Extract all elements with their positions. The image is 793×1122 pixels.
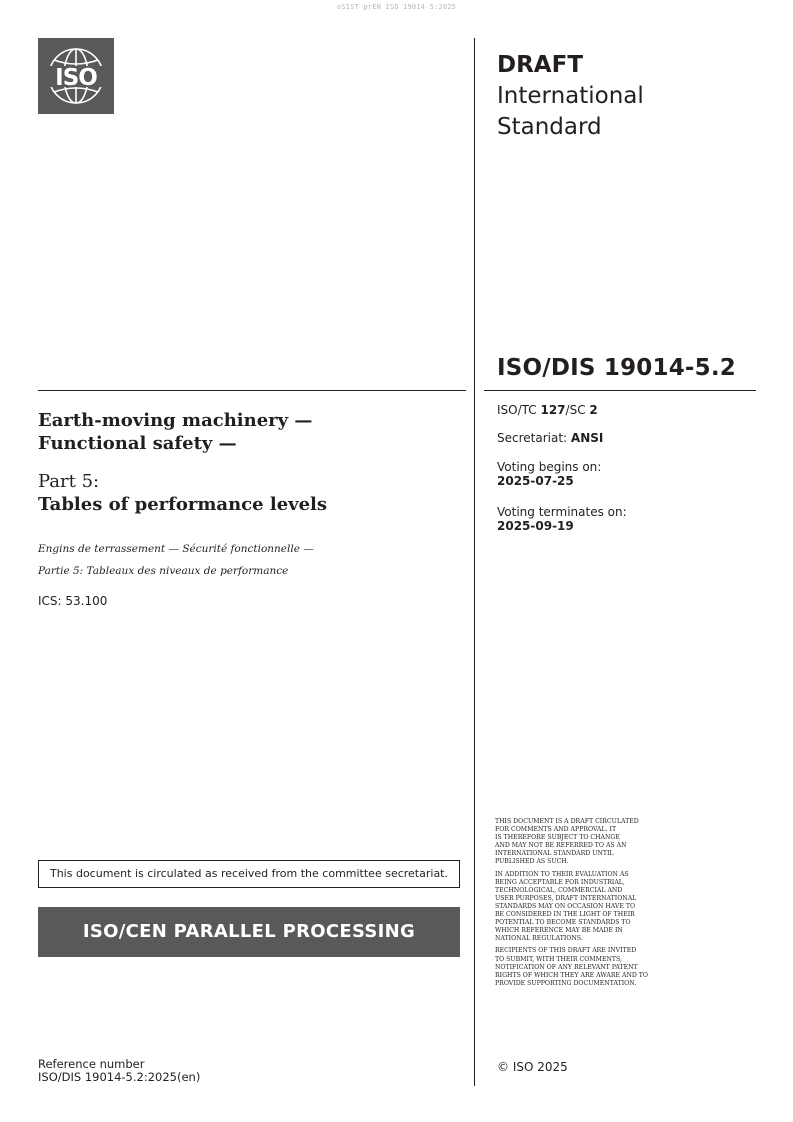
iso-logo-text: ISO (55, 65, 97, 91)
disclaimer-line: THIS DOCUMENT IS A DRAFT CIRCULATED (495, 818, 639, 825)
disclaimer-line: WHICH REFERENCE MAY BE MADE IN (495, 927, 623, 935)
document-title (38, 409, 458, 455)
left-divider (38, 390, 466, 391)
watermark: oSIST prEN ISO 19014-5:2025 (336, 3, 457, 11)
document-type-heading (497, 50, 644, 143)
voting-terminates (497, 505, 627, 533)
french-title (38, 538, 314, 582)
reference-number (38, 1058, 200, 1084)
disclaimer-line: TO SUBMIT, WITH THEIR COMMENTS, (495, 955, 623, 963)
disclaimer-line: STANDARDS MAY ON OCCASION HAVE TO (495, 902, 636, 910)
right-divider (484, 390, 756, 391)
disclaimer-line: IN ADDITION TO THEIR EVALUATION AS (495, 870, 629, 878)
disclaimer-line: RIGHTS OF WHICH THEY ARE AWARE AND TO (495, 971, 648, 979)
iso-logo (38, 38, 114, 114)
disclaimer-paragraph-3 (495, 947, 705, 987)
french-title-line-2: Partie 5: Tableaux des niveaux de performance (38, 565, 289, 577)
disclaimer-line: AND MAY NOT BE REFERRED TO AS AN (495, 842, 627, 850)
disclaimer-line: RECIPIENTS OF THIS DRAFT ARE INVITED (495, 947, 637, 955)
secretariat-value: ANSI (570, 431, 604, 445)
part-title (38, 470, 327, 516)
circulation-note: This document is circulated as received from the committee secretariat. (38, 860, 460, 888)
voting-begins (497, 460, 601, 488)
disclaimer-line: INTERNATIONAL STANDARD UNTIL (495, 850, 614, 858)
secretariat (497, 431, 603, 445)
parallel-processing-banner: ISO/CEN PARALLEL PROCESSING (38, 907, 460, 957)
part-name: Tables of performance levels (38, 494, 328, 515)
part-label: Part 5: (38, 471, 100, 492)
disclaimer-line: BE CONSIDERED IN THE LIGHT OF THEIR (495, 911, 635, 919)
committee-sc: 2 (589, 403, 598, 417)
reference-label: Reference number (38, 1057, 145, 1071)
disclaimer-line: USER PURPOSES, DRAFT INTERNATIONAL (495, 894, 637, 902)
voting-terminates-label: Voting terminates on: (497, 505, 627, 519)
secretariat-label: Secretariat: (497, 431, 571, 445)
committee (497, 403, 598, 417)
iso-globe-icon (38, 38, 114, 114)
committee-prefix: ISO/TC (497, 403, 541, 417)
voting-terminates-date: 2025-09-19 (497, 519, 574, 533)
disclaimer-line: PROVIDE SUPPORTING DOCUMENTATION. (495, 979, 637, 987)
voting-begins-label: Voting begins on: (497, 460, 602, 474)
committee-mid: /SC (565, 403, 590, 417)
disclaimer-line: PUBLISHED AS SUCH. (495, 858, 569, 866)
disclaimer-line: TECHNOLOGICAL, COMMERCIAL AND (495, 886, 623, 894)
vertical-divider (474, 38, 475, 1086)
voting-begins-date: 2025-07-25 (497, 474, 574, 488)
disclaimer-line: POTENTIAL TO BECOME STANDARDS TO (495, 919, 631, 927)
standard-label: Standard (497, 114, 602, 140)
reference-value: ISO/DIS 19014-5.2:2025(en) (38, 1070, 201, 1084)
international-label: International (497, 83, 644, 109)
committee-tc: 127 (540, 403, 566, 417)
ics-code: ICS: 53.100 (38, 594, 108, 608)
title-line-2: Functional safety — (38, 433, 237, 454)
disclaimer-line: IS THEREFORE SUBJECT TO CHANGE (495, 834, 620, 842)
disclaimer-line: BEING ACCEPTABLE FOR INDUSTRIAL, (495, 878, 625, 886)
disclaimer-paragraph-1 (495, 818, 705, 867)
copyright: © ISO 2025 (497, 1060, 568, 1074)
draft-label: DRAFT (497, 52, 584, 78)
disclaimer-line: NATIONAL REGULATIONS. (495, 935, 583, 943)
title-line-1: Earth-moving machinery — (38, 410, 313, 431)
disclaimer-paragraph-2 (495, 871, 705, 944)
disclaimer-line: FOR COMMENTS AND APPROVAL. IT (495, 826, 617, 834)
draft-disclaimer (495, 818, 705, 992)
disclaimer-line: NOTIFICATION OF ANY RELEVANT PATENT (495, 963, 638, 971)
document-number: ISO/DIS 19014-5.2 (497, 355, 737, 381)
french-title-line-1: Engins de terrassement — Sécurité fonctionnelle — (38, 543, 314, 555)
